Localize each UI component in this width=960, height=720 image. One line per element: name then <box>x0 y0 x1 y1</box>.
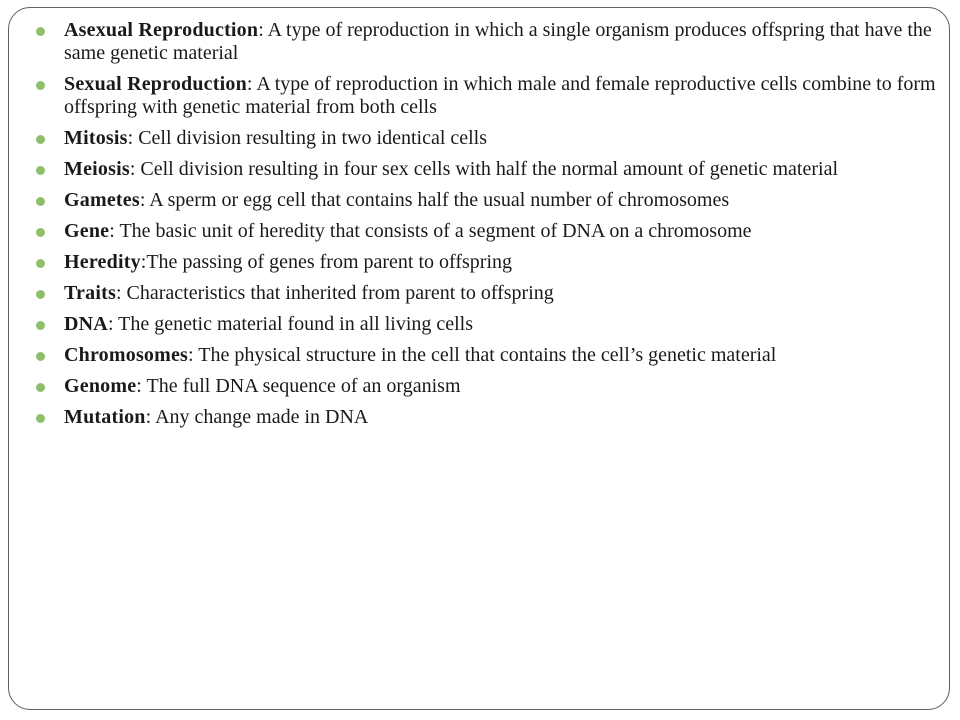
term-separator: : <box>107 313 119 335</box>
bullet-dot-icon <box>36 228 45 237</box>
list-item <box>36 189 936 212</box>
bullet-dot-icon <box>36 383 45 392</box>
term-separator: : <box>140 251 147 273</box>
term-definition: A sperm or egg cell that contains half the usual number of chromosomes <box>149 189 730 211</box>
bullet-dot-icon <box>36 27 45 36</box>
list-item <box>36 220 936 243</box>
bullet-dot-icon <box>36 166 45 175</box>
term-label: Sexual Reproduction <box>64 73 247 95</box>
term-definition: A type of reproduction in which a single organism produces offspring that have the same genetic material <box>64 19 932 64</box>
term-definition: The physical structure in the cell that contains the cell’s genetic material <box>198 344 777 366</box>
term-separator: : <box>145 406 156 428</box>
term-definition: The genetic material found in all living cells <box>118 313 474 335</box>
term-label: Genome <box>64 375 137 397</box>
list-item <box>36 313 936 336</box>
list-item <box>36 344 936 367</box>
term-separator: : <box>127 127 139 149</box>
list-item <box>36 158 936 181</box>
term-definition: Any change made in DNA <box>155 406 369 428</box>
list-item <box>36 282 936 305</box>
term-label: Meiosis <box>64 158 130 180</box>
term-separator: : <box>109 220 120 242</box>
term-label: Chromosomes <box>64 344 189 366</box>
term-definition: Cell division resulting in two identical cells <box>138 127 488 149</box>
bullet-dot-icon <box>36 290 45 299</box>
list-item <box>36 73 936 119</box>
definition-list <box>36 19 936 437</box>
list-item <box>36 19 936 65</box>
list-item <box>36 127 936 150</box>
term-label: Traits <box>64 282 116 304</box>
list-item <box>36 406 936 429</box>
term-separator: : <box>129 158 141 180</box>
term-separator: : <box>115 282 127 304</box>
term-separator: : <box>246 73 257 95</box>
bullet-dot-icon <box>36 197 45 206</box>
term-separator: : <box>258 19 268 41</box>
slide-frame <box>8 7 950 710</box>
term-label: Asexual Reproduction <box>64 19 259 41</box>
term-definition: A type of reproduction in which male and female reproductive cells combine to form offspring with genetic material from both cells <box>64 73 936 118</box>
term-separator: : <box>139 189 150 211</box>
bullet-dot-icon <box>36 414 45 423</box>
bullet-dot-icon <box>36 259 45 268</box>
term-separator: : <box>136 375 147 397</box>
term-definition: Cell division resulting in four sex cells with half the normal amount of genetic material <box>140 158 839 180</box>
term-label: Gene <box>64 220 110 242</box>
term-label: Heredity <box>64 251 141 273</box>
term-definition: The full DNA sequence of an organism <box>146 375 461 397</box>
bullet-dot-icon <box>36 321 45 330</box>
term-label: DNA <box>64 313 108 335</box>
term-label: Mutation <box>64 406 146 428</box>
list-item <box>36 375 936 398</box>
term-definition: The passing of genes from parent to offspring <box>146 251 512 273</box>
bullet-dot-icon <box>36 81 45 90</box>
term-label: Mitosis <box>64 127 128 149</box>
bullet-dot-icon <box>36 135 45 144</box>
term-separator: : <box>188 344 199 366</box>
term-definition: The basic unit of heredity that consists of a segment of DNA on a chromosome <box>119 220 752 242</box>
list-item <box>36 251 936 274</box>
term-definition: Characteristics that inherited from parent to offspring <box>126 282 554 304</box>
term-label: Gametes <box>64 189 140 211</box>
bullet-dot-icon <box>36 352 45 361</box>
